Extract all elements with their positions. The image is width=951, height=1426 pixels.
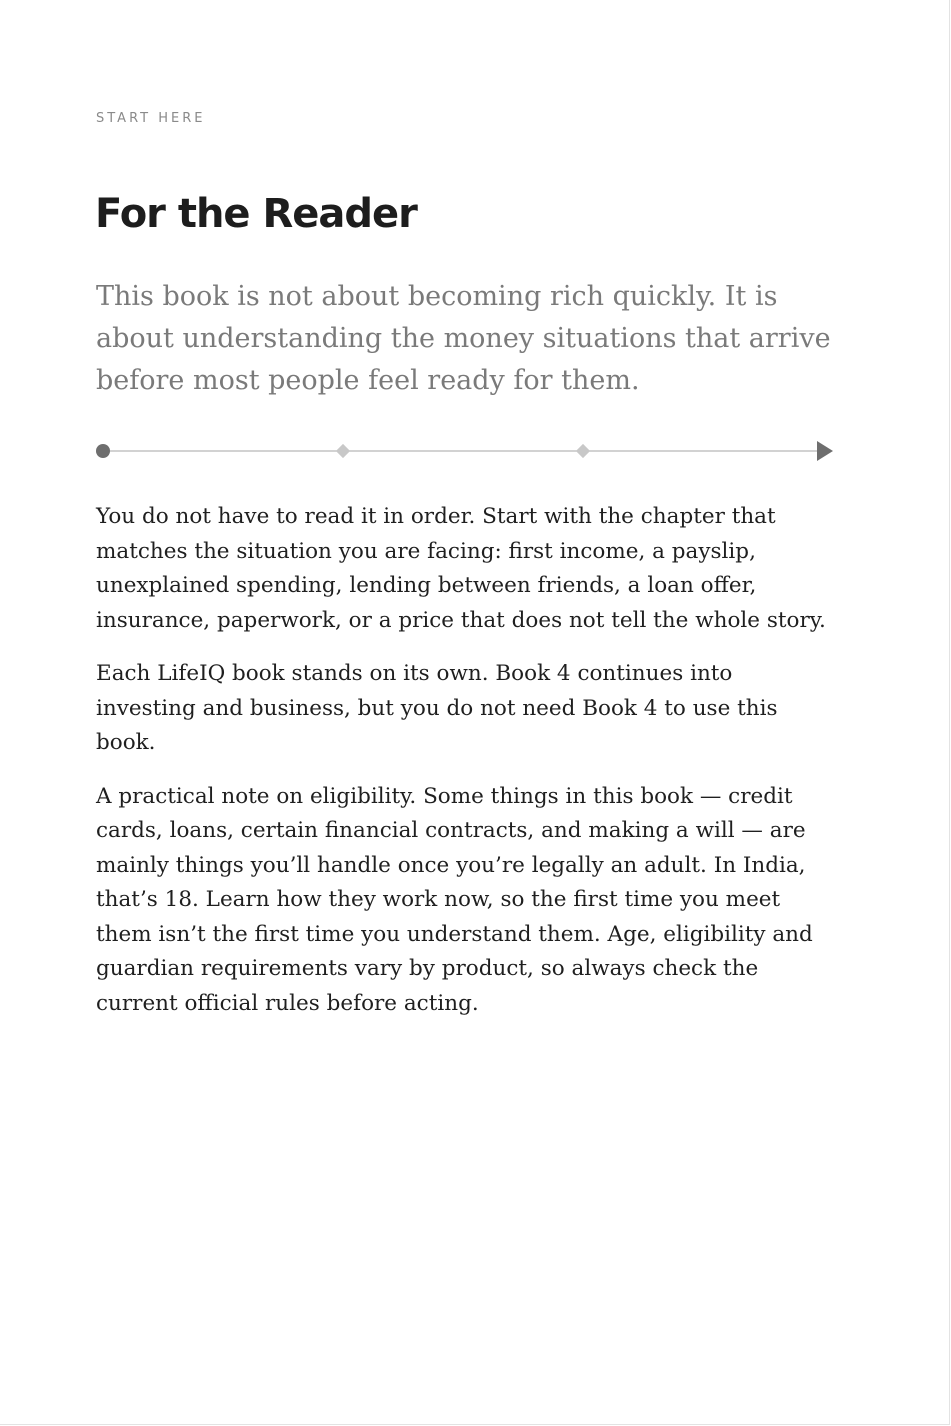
body-paragraph: You do not have to read it in order. Start with the chapter that matches the situation you are facing: first income, a payslip, unexplained spending, lending between friends, a loan offer, insurance, paperwork, or a price that does not tell the whole story. <box>96 504 826 633</box>
body-paragraph: A practical note on eligibility. Some things in this book — credit cards, loans, certain financial contracts, and making a will — are mainly things you’ll handle once you’re legally an adult. In India, that’s 18. Learn how they work now, so the first time you meet them isn’t the first time you understand them. Age, eligibility and guardian requirements vary by product, so always check the current official rules before acting. <box>96 783 813 1016</box>
page-title: For the Reader <box>95 191 417 237</box>
journey-divider <box>90 436 840 466</box>
body-paragraph: Each LifeIQ book stands on its own. Book 4 continues into investing and business, but you do not need Book 4 to use this book. <box>96 661 778 755</box>
diamond-icon <box>576 444 590 458</box>
diamond-icon <box>336 444 350 458</box>
arrow-end-icon <box>817 441 833 461</box>
body-text <box>96 500 831 1040</box>
start-dot-icon <box>96 444 110 458</box>
lede-paragraph: This book is not about becoming rich quickly. It is about understanding the money situations that arrive before most people feel ready for them. <box>96 281 831 396</box>
section-eyebrow: START HERE <box>96 111 206 126</box>
